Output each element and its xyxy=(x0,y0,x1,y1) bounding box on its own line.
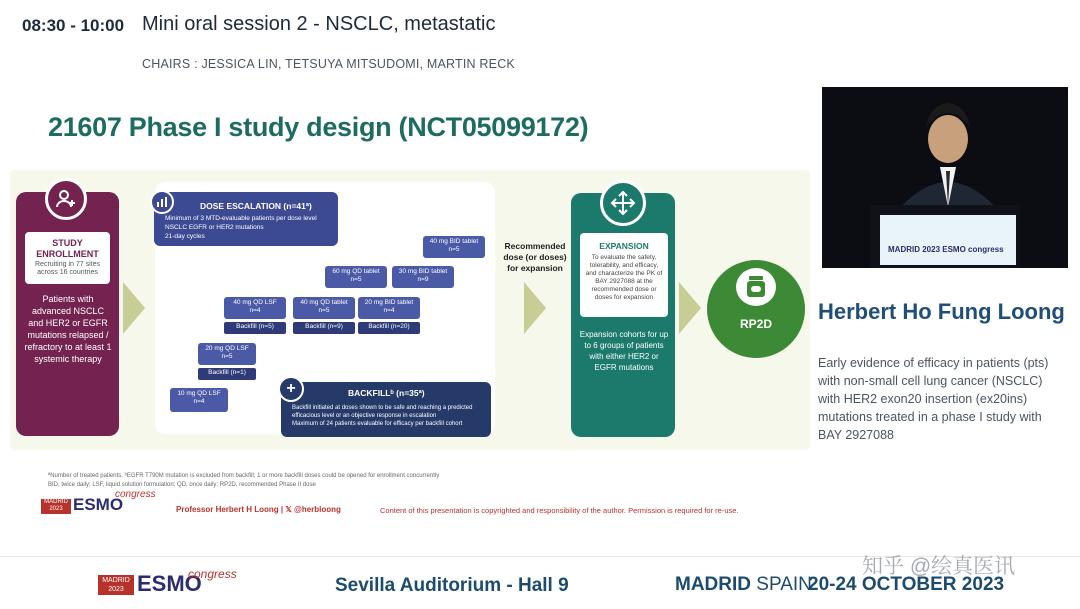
dose-label: 60 mg QD tablet xyxy=(332,268,380,275)
flow-arrow-icon xyxy=(123,282,145,334)
footnotes xyxy=(48,472,439,490)
backfill-count: Backfill (n=1) xyxy=(198,368,256,380)
dose-n: n=5 xyxy=(318,307,330,314)
footnote: BID, twice daily; LSF, liquid solution formulation; QD, once daily; RP2D, recommended Phase II dose xyxy=(48,482,316,488)
dose-label: 40 mg BID tablet xyxy=(429,238,479,245)
esmo-logo-bottom xyxy=(98,569,238,599)
list-item: NSCLC EGFR or HER2 mutations xyxy=(165,224,264,231)
congress-dates: 20-24 OCTOBER 2023 xyxy=(808,574,1005,595)
plus-icon: + xyxy=(278,376,304,402)
watermark: 知乎 @绘真医讯 xyxy=(862,555,1016,578)
session-time: 08:30 - 10:00 xyxy=(22,16,125,35)
list-item: Maximum of 24 patients evaluable for efficacy per backfill cohort xyxy=(292,421,463,427)
dose-n: n=5 xyxy=(448,246,460,253)
recommended-dose-label: Recommended dose (or doses) for expansion xyxy=(503,241,567,273)
talk-title: Early evidence of efficacy in patients (pts) with non-small cell lung cancer (NSCLC) with HER2 exon20 insertion (ex20ins) mutations treated in a phase I study with BAY 2927088 xyxy=(818,356,1049,442)
esmo-year: 2023 xyxy=(108,586,124,593)
city-name: MADRID xyxy=(675,574,751,595)
dose-n: n=4 xyxy=(193,398,205,405)
venue: Sevilla Auditorium - Hall 9 xyxy=(335,575,569,596)
add-user-icon xyxy=(45,178,87,220)
dose-n: n=4 xyxy=(249,307,261,314)
dose-label: 40 mg QD tablet xyxy=(300,299,348,306)
dose-n: n=5 xyxy=(221,353,233,360)
esmo-logo xyxy=(41,489,156,517)
enrollment-heading: STUDY ENROLLMENT xyxy=(36,238,99,259)
esmo-brand: ESMO xyxy=(73,495,124,514)
list-item: Backfill initiated at doses shown to be safe and reaching a predicted efficacious level or an objective response in escalation xyxy=(292,405,473,419)
dose-n: n=5 xyxy=(350,276,362,283)
dose-level xyxy=(392,266,454,288)
enrollment-header xyxy=(25,232,110,284)
list-item: Minimum of 3 MTD-evaluable patients per dose level xyxy=(165,215,317,222)
dose-n: n=4 xyxy=(383,307,395,314)
country-name: SPAIN xyxy=(751,574,812,595)
backfill-title: BACKFILLᵇ (n=35ª) xyxy=(348,388,425,398)
flow-arrow-icon xyxy=(524,282,546,334)
esmo-year: 2023 xyxy=(49,506,63,512)
backfill-count: Backfill (n=9) xyxy=(293,322,355,334)
footnote: ªNumber of treated patients, ᵇEGFR T790M mutation is excluded from backfill; 1 or more backfill doses could be opened for enrollment concurrently xyxy=(48,473,440,479)
esmo-badge xyxy=(41,499,71,514)
esmo-city: MADRID xyxy=(44,499,68,505)
enrollment-criteria: Patients with advanced NSCLC and HER2 or EGFR mutations relapsed / refractory to at least 1 systemic therapy xyxy=(24,294,112,364)
city xyxy=(675,574,812,596)
dose-label: 20 mg QD LSF xyxy=(205,345,249,352)
esmo-city: MADRID xyxy=(102,577,130,584)
expansion-heading: EXPANSION xyxy=(599,241,649,251)
dose-label: 20 mg BID tablet xyxy=(364,299,414,306)
presenter-credit: Professor Herbert H Loong | 𝕏 @herbloong xyxy=(176,505,341,514)
dose-level xyxy=(198,343,256,365)
dose-label: 30 mg BID tablet xyxy=(398,268,448,275)
dose-level xyxy=(423,236,485,258)
dose-escalation-list xyxy=(165,214,317,241)
dose-level xyxy=(293,297,355,319)
slide-title: 21607 Phase I study design (NCT05099172) xyxy=(48,112,589,142)
esmo-congress: congress xyxy=(188,567,237,581)
enrollment-sites: Recruiting in 77 sites across 16 countries xyxy=(35,261,100,276)
backfill-count: Backfill (n=20) xyxy=(358,322,420,334)
esmo-congress: congress xyxy=(115,489,156,500)
expansion-cohorts: Expansion cohorts for up to 6 groups of patients with either HER2 or EGFR mutations xyxy=(579,330,669,372)
esmo-badge xyxy=(98,575,134,595)
expansion-objective: To evaluate the safety, tolerability, and efficacy, and characterize the PK of BAY 2927088 at the recommended dose or doses for expansion xyxy=(585,254,663,301)
dose-level xyxy=(358,297,420,319)
dose-level xyxy=(170,388,228,412)
medicine-bottle-icon xyxy=(736,268,776,306)
session-chairs: CHAIRS : JESSICA LIN, TETSUYA MITSUDOMI, MARTIN RECK xyxy=(142,57,515,71)
esmo-brand: ESMO xyxy=(137,571,202,596)
dose-n: n=9 xyxy=(417,276,429,283)
bar-chart-icon xyxy=(150,190,174,214)
backfill-count: Backfill (n=5) xyxy=(224,322,286,334)
list-item: 21-day cycles xyxy=(165,233,205,240)
expansion-header xyxy=(580,233,668,317)
dose-label: 40 mg QD LSF xyxy=(233,299,277,306)
expand-arrows-icon xyxy=(600,180,646,226)
dose-level xyxy=(325,266,387,288)
podium-esmo-logo: MADRID 2023 ESMO congress xyxy=(888,245,1004,254)
speaker-video xyxy=(822,87,1068,268)
dose-label: 10 mg QD LSF xyxy=(177,390,221,397)
dose-level xyxy=(224,297,286,319)
backfill-list xyxy=(292,404,484,428)
copyright-notice: Content of this presentation is copyrighted and responsibility of the author. Permission is required for re-use. xyxy=(380,506,739,515)
dose-escalation-title: DOSE ESCALATION (n=41ª) xyxy=(200,201,312,211)
session-title: Mini oral session 2 - NSCLC, metastatic xyxy=(142,13,496,35)
rp2d-label: RP2D xyxy=(739,317,772,331)
flow-arrow-icon xyxy=(679,282,701,334)
speaker-name: Herbert Ho Fung Loong xyxy=(818,299,1065,324)
